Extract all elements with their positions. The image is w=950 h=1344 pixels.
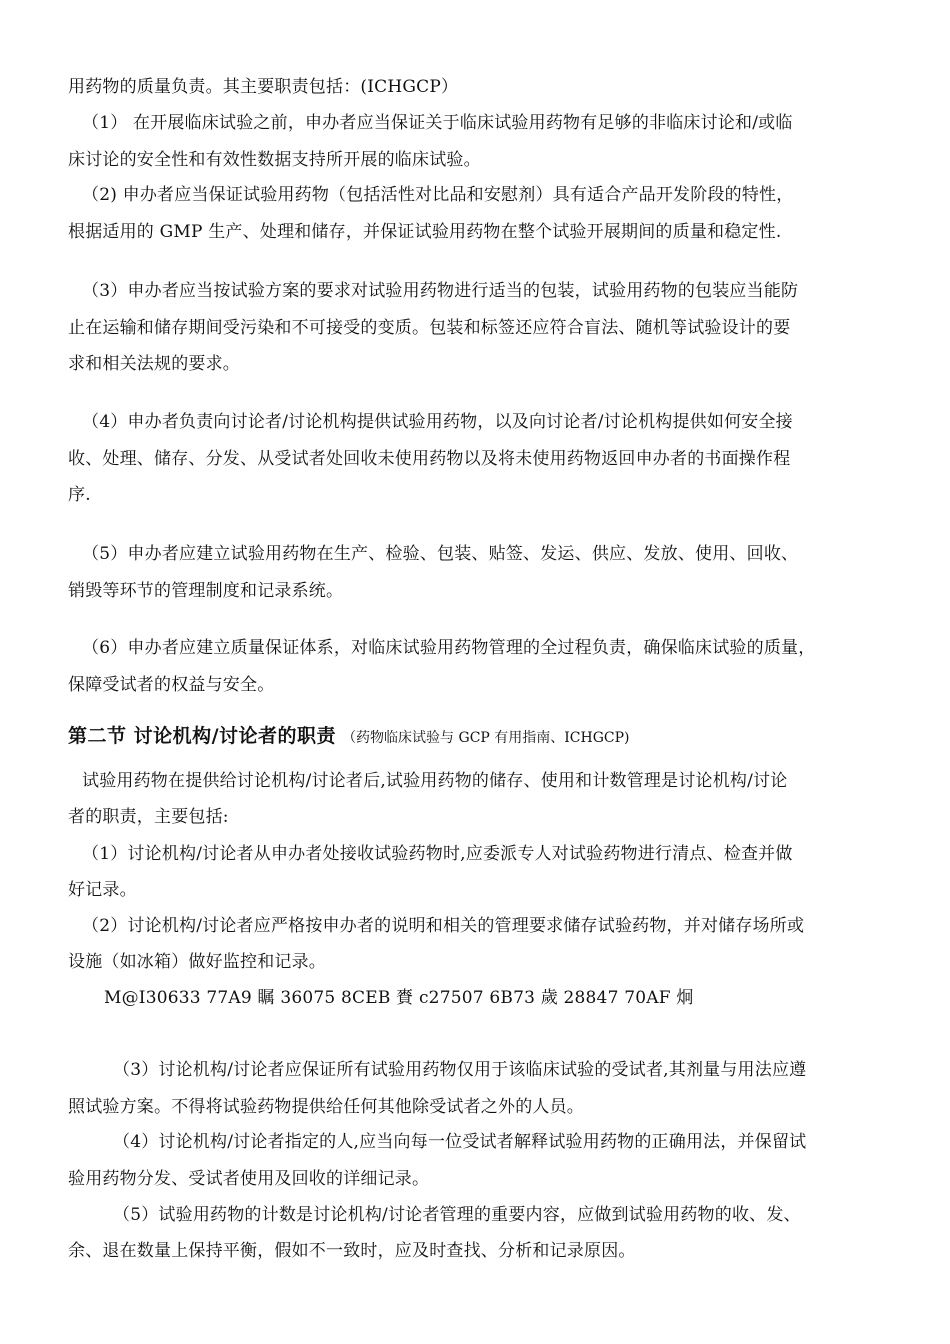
sponsor-item-4-line-2: 收、处理、储存、分发、从受试者处回收未使用药物以及将未使用药物返回申办者的书面操作程 bbox=[68, 449, 791, 469]
intro-line: 用药物的质量负责。其主要职责包括：(ICHGCP） bbox=[68, 77, 459, 97]
sponsor-item-6-line-2: 保障受试者的权益与安全。 bbox=[68, 675, 275, 695]
sponsor-item-5-line-1: （5）申办者应建立试验用药物在生产、检验、包装、贴签、发运、供应、发放、使用、回收、 bbox=[82, 544, 799, 564]
investigator-item-1-line-2: 好记录。 bbox=[68, 880, 137, 900]
investigator-item-5-line-2: 余、退在数量上保持平衡，假如不一致时，应及时查找、分析和记录原因。 bbox=[68, 1241, 636, 1261]
sponsor-item-4-line-1: （4）申办者负责向讨论者/讨论机构提供试验用药物，以及向讨论者/讨论机构提供如何安全接 bbox=[82, 412, 793, 432]
sponsor-item-1-line-1: （1） 在开展临床试验之前，申办者应当保证关于临床试验用药物有足够的非临床讨论和/或临 bbox=[82, 113, 793, 133]
section-2-heading bbox=[68, 721, 630, 748]
sponsor-item-4-line-3: 序. bbox=[68, 485, 91, 505]
sponsor-item-2-line-1: （2) 申办者应当保证试验用药物（包括活性对比品和安慰剂）具有适合产品开发阶段的特性， bbox=[82, 185, 794, 205]
sponsor-item-2-line-2: 根据适用的 GMP 生产、处理和储存，并保证试验用药物在整个试验开展期间的质量和稳定性. bbox=[68, 222, 782, 242]
investigator-item-3-line-1: （3）讨论机构/讨论者应保证所有试验用药物仅用于该临床试验的受试者,其剂量与用法应遵 bbox=[113, 1060, 807, 1080]
sponsor-item-6-line-1: （6）申办者应建立质量保证体系，对临床试验用药物管理的全过程负责，确保临床试验的质量， bbox=[82, 638, 816, 658]
garbled-line: M@I30633 77A9 瞩 36075 8CEB 賚 c27507 6B73 歲 28847 70AF 炯 bbox=[104, 988, 694, 1008]
investigator-item-2-line-2: 设施（如冰箱）做好监控和记录。 bbox=[68, 952, 326, 972]
sponsor-item-3-line-1: （3）申办者应当按试验方案的要求对试验用药物进行适当的包装，试验用药物的包装应当能防 bbox=[82, 281, 799, 301]
investigator-item-5-line-1: （5）试验用药物的计数是讨论机构/讨论者管理的重要内容，应做到试验用药物的收、发、 bbox=[113, 1205, 801, 1225]
section-2-title: 第二节 讨论机构/讨论者的职责 bbox=[68, 725, 337, 747]
investigator-item-1-line-1: （1）讨论机构/讨论者从申办者处接收试验药物时,应委派专人对试验药物进行清点、检查并做 bbox=[82, 844, 793, 864]
sponsor-item-3-line-2: 止在运输和储存期间受污染和不可接受的变质。包装和标签还应符合盲法、随机等试验设计的要 bbox=[68, 318, 791, 338]
sponsor-item-1-line-2: 床讨论的安全性和有效性数据支持所开展的临床试验。 bbox=[68, 150, 481, 170]
section-2-intro-line-2: 者的职责，主要包括: bbox=[68, 807, 229, 827]
investigator-item-4-line-1: （4）讨论机构/讨论者指定的人,应当向每一位受试者解释试验用药物的正确用法，并保留试 bbox=[113, 1132, 807, 1152]
investigator-item-2-line-1: （2）讨论机构/讨论者应严格按申办者的说明和相关的管理要求储存试验药物，并对储存场所或 bbox=[82, 916, 805, 936]
investigator-item-4-line-2: 验用药物分发、受试者使用及回收的详细记录。 bbox=[68, 1169, 430, 1189]
investigator-item-3-line-2: 照试验方案。不得将试验药物提供给任何其他除受试者之外的人员。 bbox=[68, 1097, 584, 1117]
section-2-source-note: （药物临床试验与 GCP 有用指南、ICHGCP) bbox=[342, 730, 630, 746]
section-2-intro-line-1: 试验用药物在提供给讨论机构/讨论者后,试验用药物的储存、使用和计数管理是讨论机构/讨论 bbox=[82, 771, 788, 791]
sponsor-item-5-line-2: 销毁等环节的管理制度和记录系统。 bbox=[68, 581, 344, 601]
sponsor-item-3-line-3: 求和相关法规的要求。 bbox=[68, 354, 240, 374]
